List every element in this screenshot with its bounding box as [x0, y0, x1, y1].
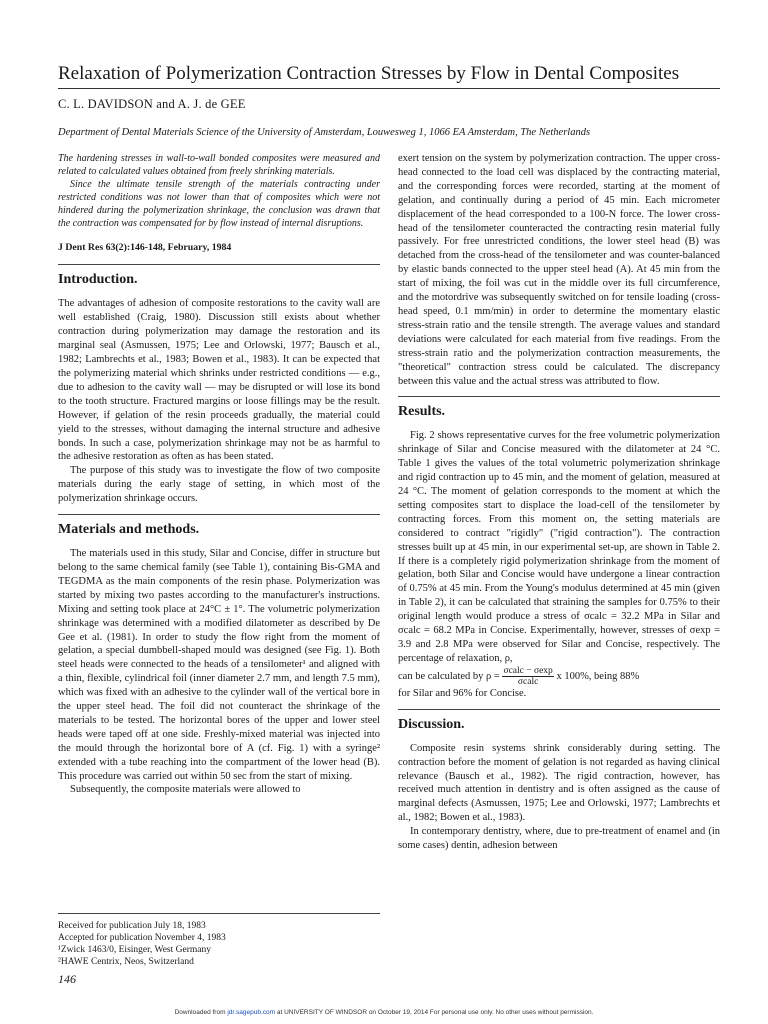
body-paragraph: Subsequently, the composite materials were allowed to — [70, 784, 301, 796]
title-rule — [58, 88, 720, 89]
body-paragraph: The purpose of this study was to investigate the flow of two composite materials during the early stage of setting, in which most of the polymerization shrinkage occurs. — [58, 465, 380, 505]
equation-fraction — [502, 666, 553, 687]
abstract-paragraph: The hardening stresses in wall-to-wall bonded composites were measured and related to calculated values obtained from freely shrinking materials. — [58, 153, 380, 178]
left-column — [58, 152, 380, 797]
body-paragraph: for Silar and 96% for Concise. — [398, 687, 527, 699]
citation: J Dent Res 63(2):146-148, February, 1984 — [58, 241, 232, 253]
page-number: 146 — [58, 972, 76, 986]
abstract — [58, 152, 380, 231]
affiliation: Department of Dental Materials Science of the University of Amsterdam, Louwesweg 1, 1066 EA Amsterdam, The Netherlands — [58, 127, 591, 138]
download-prefix: Downloaded from — [174, 1009, 226, 1016]
section-heading-results: Results. — [398, 396, 720, 429]
body-paragraph: Fig. 2 shows representative curves for the free volumetric polymerization shrinkage of Silar and Concise measured with the dilatometer at 24 °C. Table 1 gives the values of the total volumetric polymerization shrinkage and rigid contraction up to 45 min, and the moment of gelation, measured at 24 °C. The moment of gelation corresponds to the moment at which the setting composites start to displace the load-cell of the tensilometer by contracting forces. From this moment on, the setting materials are considered to contract "rigidly" ("rigid contraction"). The contraction stresses built up at 45 min, in our experimental set-up, are shown in Table 2. If there is a completely rigid polymerization shrinkage from the moment of gelation, both Silar and Concise would have undergone a linear contraction of 0.75% at 45 min. From the Young's modulus determined at 45 min (given in Table 2), it can be calculated that straining the samples for 0.75% to their original length would produce a stress of σcalc = 32.2 MPa in Silar and σcalc = 68.2 MPa in Concise. Experimentally, however, stresses of σexp = 3.9 and 2.8 MPa were observed for Silar and Concise, respectively. The percentage of relaxation, ρ, — [398, 430, 720, 664]
received-date: Received for publication July 18, 1983 — [58, 921, 206, 931]
body-paragraph: exert tension on the system by polymerization contraction. The upper cross-head connected to the load cell was displaced by the contracting material, and the corresponding forces were recorded, starting at the moment of gelation, and continually during a period of 45 min. Each micrometer displacement of the head corresponded to a 100-N force. The lower cross-head of the tensilometer counteracted the contracting resin material fully passively. For free unrestricted conditions, the lower steel head (B) was detached from the cross-head of the tensilometer and was counter-balanced by elastic bands connected to the upper steel head (A). At 45 min from the start of mixing, the foil was cut in the middle over its full circumference, and the motordrive was subsequently switched on for tensile loading (cross-head speed, 0.1 mm/min) in order to determine the momentary elastic stress-strain ratio and the tensile strength. The average values and standard deviations were calculated for each material from five readings. From the stress-strain ratio and the polymerization contraction measurements, the "theoretical" contraction stress could be calculated. The discrepancy between this value and the actual stress was attributed to flow. — [398, 153, 720, 387]
equation-prefix: can be calculated by ρ = — [398, 670, 500, 682]
body-paragraph: The advantages of adhesion of composite restorations to the cavity wall are well established (Craig, 1980). Discussion still exists about whether contraction during polymerization may damage the restoration and its marginal seal (Asmussen, 1975; Lee and Orlowski, 1977; Bausch et al., 1982; Lambrechts et al., 1983; Bowen et al., 1983). It can be expected that the polymerizing material which shrinks under restricted conditions — e.g., due to adhesion to the cavity wall — may be disrupted or will lose its bond to the tooth structure. Fractured margins or loose fillings may be the result. However, if gelation of the resin proceeds gradually, the material could yield to the stresses, without damaging the internal structure and adhesive bonds. In such a case, polymerization shrinkage may not be as harmful to the adhesive restoration as often as has been stated. — [58, 298, 380, 463]
right-column — [398, 152, 720, 853]
journal-link[interactable]: jdr.sagepub.com — [227, 1009, 276, 1016]
body-paragraph: The materials used in this study, Silar and Concise, differ in structure but belong to the same chemical family (see Table 1), containing Bis-GMA and TEGDMA as the main components of the resin phase. Polymerization was started by mixing two pastes according to the manufacturer's instructions. Mixing and setting took place at 24°C ± 1°. The volumetric polymerization shrinkage was determined with a modified dilatometer as described by De Gee et al. (1981). In order to study the flow right from the moment of gelation, a special dumbbell-shaped mould was designed (see Fig. 1). Both steel heads were connected to the heads of a tensilometer¹ and aligned with a thin, flexible, cylindrical foil (inner diameter 2.7 mm, and length 7.5 mm), which was fixed with an adhesive to the cylinder wall of the vertical bore in the upper steel head. The foil did not counteract the shrinkage of the materials to be tested. The horizontal bores of the upper and lower steel heads were taped off at one side. Freshly-mixed material was injected into the mould through the horizontal bore of A (cf. Fig. 1) with a syringe² extended with a tube reaching into the compartment of the lower head (B). This procedure was carried out within 50 sec from the start of mixing. — [58, 548, 380, 782]
section-heading-discussion: Discussion. — [398, 709, 720, 742]
relaxation-equation — [398, 666, 720, 687]
abstract-paragraph: Since the ultimate tensile strength of the materials contracting under restricted conditions was not lower than that of composites which were not hindered during the polymerization shrinkage, the conclusion was drawn that the contraction was compensated for by flow instead of internal disruptions. — [58, 179, 380, 230]
section-heading-introduction: Introduction. — [58, 264, 380, 297]
authors: C. L. DAVIDSON and A. J. de GEE — [58, 97, 246, 111]
footnote-2: ²HAWE Centrix, Neos, Switzerland — [58, 957, 194, 967]
footnote-1: ¹Zwick 1463/0, Eisinger, West Germany — [58, 945, 211, 955]
body-paragraph: In contemporary dentistry, where, due to pre-treatment of enamel and (in some cases) dentin, adhesion between — [398, 826, 720, 852]
equation-numerator: σcalc − σexp — [503, 665, 553, 676]
article-title: Relaxation of Polymerization Contraction Stresses by Flow in Dental Composites — [58, 63, 680, 84]
equation-denominator: σcalc — [517, 676, 539, 687]
accepted-date: Accepted for publication November 4, 1983 — [58, 933, 226, 943]
download-suffix: at UNIVERSITY OF WINDSOR on October 19, 2014 For personal use only. No other uses without permission. — [276, 1009, 594, 1016]
body-paragraph: Composite resin systems shrink considerably during setting. The contraction before the moment of gelation is not regarded as having clinical relevance (Bausch et al., 1982). The rigid contraction, however, has received much attention in dentistry and is often assigned as the cause of marginal defects (Asmussen, 1975; Lee and Orlowski, 1977; Lambrechts et al., 1982; Bowen et al., 1983). — [398, 742, 720, 824]
equation-suffix: x 100%, being 88% — [556, 670, 640, 682]
footnotes — [58, 913, 380, 968]
section-heading-methods: Materials and methods. — [58, 514, 380, 547]
download-notice — [0, 1009, 768, 1016]
